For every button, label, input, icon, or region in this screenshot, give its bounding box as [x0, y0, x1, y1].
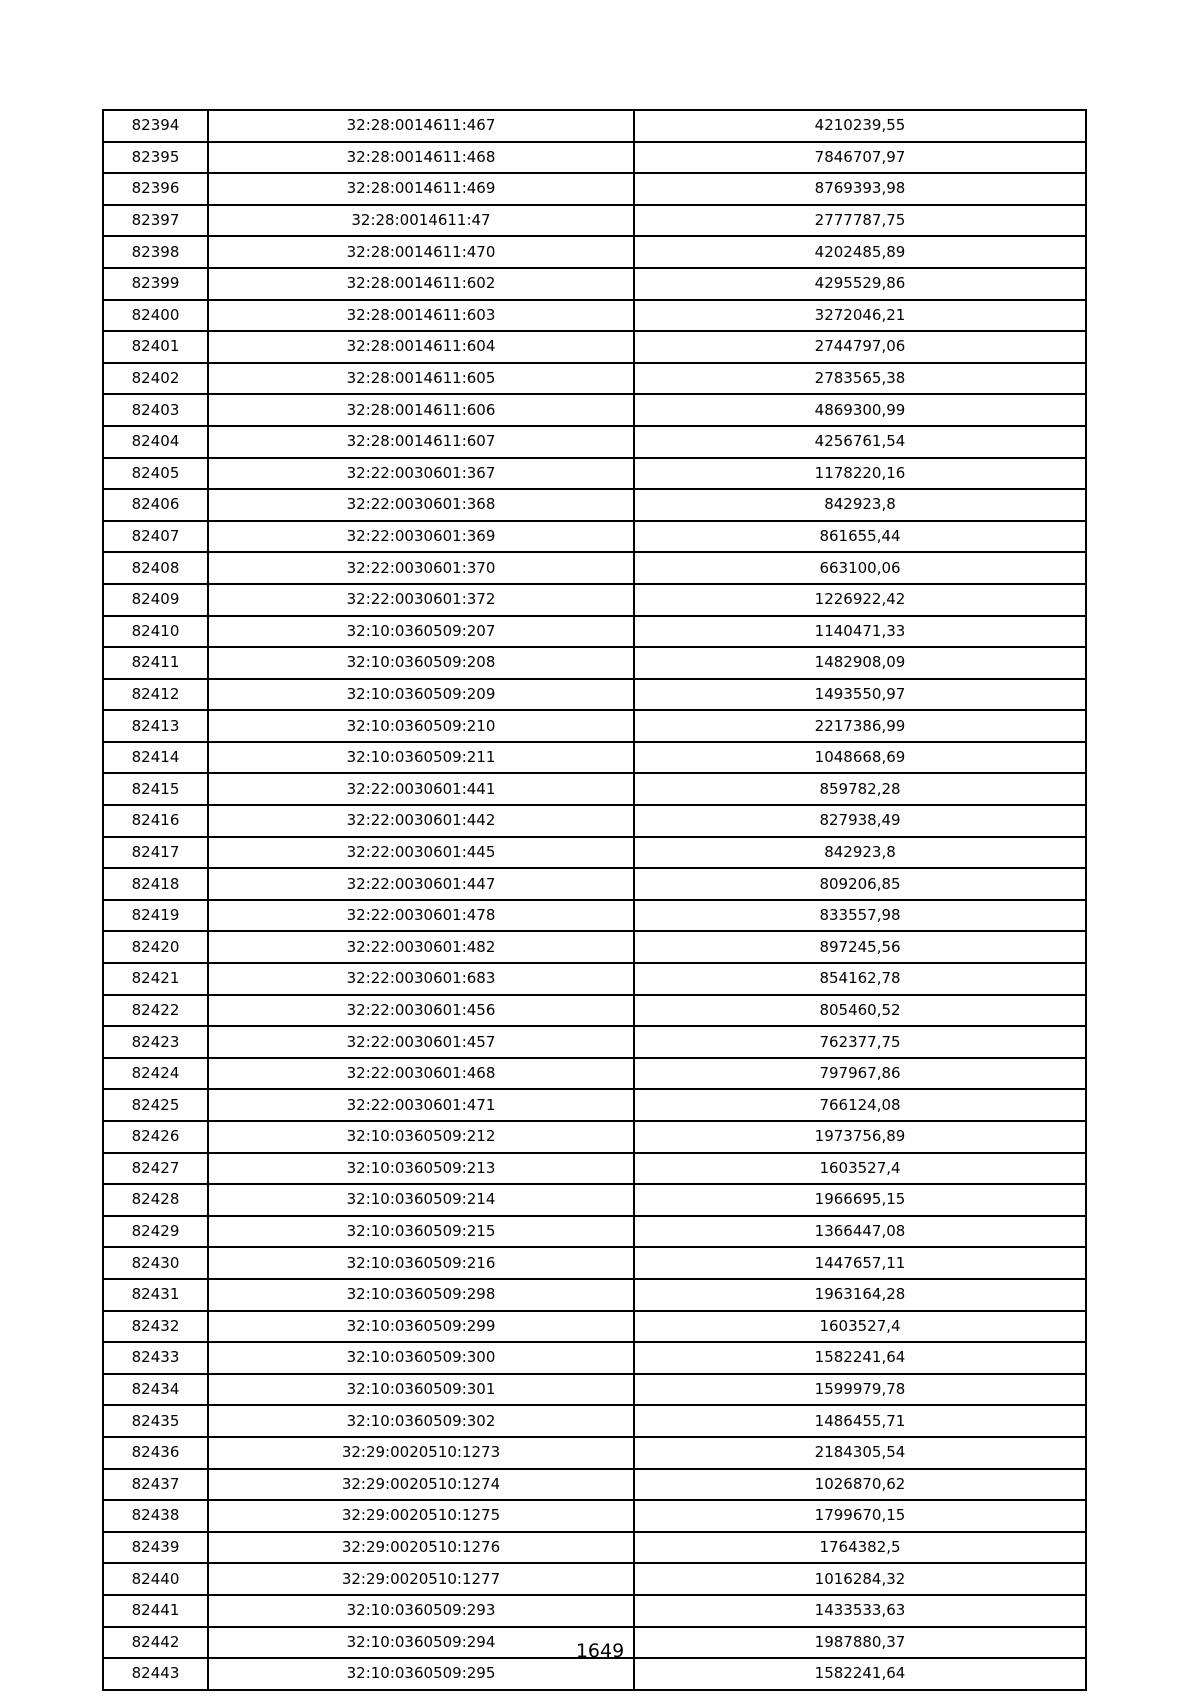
cadastral-number-cell: 32:22:0030601:457: [208, 1026, 634, 1058]
cadastral-number-cell: 32:10:0360509:207: [208, 616, 634, 648]
row-index-cell: 82428: [103, 1184, 208, 1216]
table-row: [103, 1437, 1086, 1469]
cadastral-number-cell: 32:10:0360509:298: [208, 1279, 634, 1311]
cadastral-number-cell: 32:10:0360509:294: [208, 1627, 634, 1659]
cadastral-number-cell: 32:10:0360509:293: [208, 1595, 634, 1627]
row-index-cell: 82415: [103, 773, 208, 805]
value-cell: 1582241,64: [634, 1342, 1086, 1374]
row-index-cell: 82430: [103, 1247, 208, 1279]
row-index-cell: 82421: [103, 963, 208, 995]
cadastral-number-cell: 32:22:0030601:372: [208, 584, 634, 616]
row-index-cell: 82414: [103, 742, 208, 774]
row-index-cell: 82438: [103, 1500, 208, 1532]
cadastral-number-cell: 32:22:0030601:368: [208, 489, 634, 521]
value-cell: 797967,86: [634, 1058, 1086, 1090]
value-cell: 842923,8: [634, 837, 1086, 869]
table-row: [103, 805, 1086, 837]
row-index-cell: 82396: [103, 173, 208, 205]
cadastral-number-cell: 32:10:0360509:208: [208, 647, 634, 679]
table-row: [103, 1500, 1086, 1532]
value-cell: 897245,56: [634, 931, 1086, 963]
cadastral-number-cell: 32:28:0014611:602: [208, 268, 634, 300]
table-row: [103, 236, 1086, 268]
row-index-cell: 82432: [103, 1311, 208, 1343]
value-cell: 7846707,97: [634, 142, 1086, 174]
table-row: [103, 1026, 1086, 1058]
cadastral-number-cell: 32:22:0030601:447: [208, 868, 634, 900]
table-row: [103, 647, 1086, 679]
value-cell: 854162,78: [634, 963, 1086, 995]
table-row: [103, 616, 1086, 648]
cadastral-number-cell: 32:22:0030601:478: [208, 900, 634, 932]
value-cell: 1963164,28: [634, 1279, 1086, 1311]
cadastral-number-cell: 32:28:0014611:605: [208, 363, 634, 395]
table-row: [103, 363, 1086, 395]
value-cell: 1140471,33: [634, 616, 1086, 648]
cadastral-number-cell: 32:28:0014611:604: [208, 331, 634, 363]
value-cell: 1599979,78: [634, 1374, 1086, 1406]
row-index-cell: 82411: [103, 647, 208, 679]
row-index-cell: 82416: [103, 805, 208, 837]
cadastral-number-cell: 32:28:0014611:47: [208, 205, 634, 237]
cadastral-number-cell: 32:28:0014611:470: [208, 236, 634, 268]
cadastral-number-cell: 32:22:0030601:482: [208, 931, 634, 963]
value-cell: 1987880,37: [634, 1627, 1086, 1659]
cadastral-number-cell: 32:22:0030601:442: [208, 805, 634, 837]
table-row: [103, 1279, 1086, 1311]
value-cell: 2217386,99: [634, 710, 1086, 742]
table-row: [103, 931, 1086, 963]
row-index-cell: 82422: [103, 995, 208, 1027]
value-cell: 859782,28: [634, 773, 1086, 805]
row-index-cell: 82442: [103, 1627, 208, 1659]
row-index-cell: 82413: [103, 710, 208, 742]
table-row: [103, 1153, 1086, 1185]
table-row: [103, 773, 1086, 805]
cadastral-number-cell: 32:22:0030601:445: [208, 837, 634, 869]
value-cell: 842923,8: [634, 489, 1086, 521]
table-body: [103, 110, 1086, 1690]
cadastral-number-cell: 32:10:0360509:295: [208, 1658, 634, 1690]
table-row: [103, 394, 1086, 426]
table-row: [103, 837, 1086, 869]
value-cell: 2777787,75: [634, 205, 1086, 237]
value-cell: 1226922,42: [634, 584, 1086, 616]
table-row: [103, 142, 1086, 174]
value-cell: 4210239,55: [634, 110, 1086, 142]
value-cell: 2783565,38: [634, 363, 1086, 395]
row-index-cell: 82423: [103, 1026, 208, 1058]
row-index-cell: 82429: [103, 1216, 208, 1248]
table-row: [103, 1247, 1086, 1279]
value-cell: 2744797,06: [634, 331, 1086, 363]
table-row: [103, 995, 1086, 1027]
page-number: 1649: [575, 1640, 625, 1662]
table-row: [103, 1089, 1086, 1121]
row-index-cell: 82419: [103, 900, 208, 932]
row-index-cell: 82437: [103, 1469, 208, 1501]
value-cell: 4295529,86: [634, 268, 1086, 300]
value-cell: 762377,75: [634, 1026, 1086, 1058]
row-index-cell: 82406: [103, 489, 208, 521]
table-row: [103, 710, 1086, 742]
row-index-cell: 82436: [103, 1437, 208, 1469]
cadastral-number-cell: 32:10:0360509:211: [208, 742, 634, 774]
row-index-cell: 82425: [103, 1089, 208, 1121]
value-cell: 4256761,54: [634, 426, 1086, 458]
value-cell: 1447657,11: [634, 1247, 1086, 1279]
table-row: [103, 1216, 1086, 1248]
table-row: [103, 742, 1086, 774]
cadastral-number-cell: 32:22:0030601:471: [208, 1089, 634, 1121]
cadastral-number-cell: 32:10:0360509:301: [208, 1374, 634, 1406]
table-row: [103, 521, 1086, 553]
cadastral-number-cell: 32:22:0030601:456: [208, 995, 634, 1027]
row-index-cell: 82420: [103, 931, 208, 963]
value-cell: 8769393,98: [634, 173, 1086, 205]
value-cell: 663100,06: [634, 552, 1086, 584]
table-row: [103, 426, 1086, 458]
row-index-cell: 82400: [103, 300, 208, 332]
cadastral-number-cell: 32:10:0360509:299: [208, 1311, 634, 1343]
cadastral-number-cell: 32:10:0360509:216: [208, 1247, 634, 1279]
table-row: [103, 1184, 1086, 1216]
cadastral-number-cell: 32:29:0020510:1274: [208, 1469, 634, 1501]
table-row: [103, 963, 1086, 995]
table-row: [103, 1532, 1086, 1564]
cadastral-number-cell: 32:10:0360509:212: [208, 1121, 634, 1153]
row-index-cell: 82433: [103, 1342, 208, 1374]
value-cell: 1486455,71: [634, 1405, 1086, 1437]
cadastral-number-cell: 32:28:0014611:469: [208, 173, 634, 205]
value-cell: 1764382,5: [634, 1532, 1086, 1564]
table-row: [103, 205, 1086, 237]
table-row: [103, 489, 1086, 521]
value-cell: 1016284,32: [634, 1563, 1086, 1595]
cadastral-number-cell: 32:29:0020510:1277: [208, 1563, 634, 1595]
value-cell: 4869300,99: [634, 394, 1086, 426]
table-row: [103, 868, 1086, 900]
row-index-cell: 82404: [103, 426, 208, 458]
cadastral-number-cell: 32:10:0360509:213: [208, 1153, 634, 1185]
table-row: [103, 1595, 1086, 1627]
value-cell: 1966695,15: [634, 1184, 1086, 1216]
row-index-cell: 82403: [103, 394, 208, 426]
cadastral-number-cell: 32:29:0020510:1276: [208, 1532, 634, 1564]
value-cell: 1973756,89: [634, 1121, 1086, 1153]
table-row: [103, 1311, 1086, 1343]
cadastral-number-cell: 32:22:0030601:441: [208, 773, 634, 805]
value-cell: 805460,52: [634, 995, 1086, 1027]
row-index-cell: 82424: [103, 1058, 208, 1090]
row-index-cell: 82439: [103, 1532, 208, 1564]
table-row: [103, 1374, 1086, 1406]
value-cell: 1482908,09: [634, 647, 1086, 679]
cadastral-number-cell: 32:22:0030601:367: [208, 458, 634, 490]
cadastral-number-cell: 32:22:0030601:369: [208, 521, 634, 553]
cadastral-number-cell: 32:10:0360509:302: [208, 1405, 634, 1437]
table-row: [103, 584, 1086, 616]
value-cell: 1799670,15: [634, 1500, 1086, 1532]
cadastral-number-cell: 32:10:0360509:300: [208, 1342, 634, 1374]
row-index-cell: 82401: [103, 331, 208, 363]
table-row: [103, 458, 1086, 490]
row-index-cell: 82440: [103, 1563, 208, 1595]
cadastral-number-cell: 32:29:0020510:1275: [208, 1500, 634, 1532]
value-cell: 2184305,54: [634, 1437, 1086, 1469]
cadastral-number-cell: 32:10:0360509:209: [208, 679, 634, 711]
row-index-cell: 82410: [103, 616, 208, 648]
cadastral-number-cell: 32:29:0020510:1273: [208, 1437, 634, 1469]
cadastral-number-cell: 32:28:0014611:607: [208, 426, 634, 458]
table-row: [103, 1469, 1086, 1501]
row-index-cell: 82412: [103, 679, 208, 711]
row-index-cell: 82405: [103, 458, 208, 490]
row-index-cell: 82427: [103, 1153, 208, 1185]
row-index-cell: 82426: [103, 1121, 208, 1153]
row-index-cell: 82434: [103, 1374, 208, 1406]
value-cell: 3272046,21: [634, 300, 1086, 332]
table-row: [103, 900, 1086, 932]
row-index-cell: 82443: [103, 1658, 208, 1690]
cadastral-number-cell: 32:10:0360509:210: [208, 710, 634, 742]
row-index-cell: 82394: [103, 110, 208, 142]
cadastral-number-cell: 32:10:0360509:215: [208, 1216, 634, 1248]
value-cell: 1048668,69: [634, 742, 1086, 774]
row-index-cell: 82418: [103, 868, 208, 900]
value-cell: 809206,85: [634, 868, 1086, 900]
cadastral-number-cell: 32:28:0014611:606: [208, 394, 634, 426]
row-index-cell: 82408: [103, 552, 208, 584]
row-index-cell: 82407: [103, 521, 208, 553]
table-row: [103, 1405, 1086, 1437]
value-cell: 1603527,4: [634, 1311, 1086, 1343]
value-cell: 4202485,89: [634, 236, 1086, 268]
value-cell: 861655,44: [634, 521, 1086, 553]
table-row: [103, 173, 1086, 205]
table-row: [103, 1058, 1086, 1090]
cadastral-number-cell: 32:22:0030601:370: [208, 552, 634, 584]
table-row: [103, 1121, 1086, 1153]
cadastral-number-cell: 32:22:0030601:683: [208, 963, 634, 995]
value-cell: 1433533,63: [634, 1595, 1086, 1627]
value-cell: 766124,08: [634, 1089, 1086, 1121]
table-row: [103, 110, 1086, 142]
row-index-cell: 82441: [103, 1595, 208, 1627]
cadastral-number-cell: 32:28:0014611:467: [208, 110, 634, 142]
value-cell: 1493550,97: [634, 679, 1086, 711]
row-index-cell: 82402: [103, 363, 208, 395]
row-index-cell: 82395: [103, 142, 208, 174]
data-table: [102, 109, 1087, 1691]
value-cell: 1026870,62: [634, 1469, 1086, 1501]
row-index-cell: 82435: [103, 1405, 208, 1437]
table-row: [103, 300, 1086, 332]
cadastral-number-cell: 32:22:0030601:468: [208, 1058, 634, 1090]
row-index-cell: 82409: [103, 584, 208, 616]
table-row: [103, 1563, 1086, 1595]
table-row: [103, 268, 1086, 300]
row-index-cell: 82398: [103, 236, 208, 268]
table-row: [103, 1342, 1086, 1374]
row-index-cell: 82399: [103, 268, 208, 300]
value-cell: 1582241,64: [634, 1658, 1086, 1690]
table-row: [103, 679, 1086, 711]
value-cell: 1178220,16: [634, 458, 1086, 490]
value-cell: 833557,98: [634, 900, 1086, 932]
row-index-cell: 82417: [103, 837, 208, 869]
value-cell: 1366447,08: [634, 1216, 1086, 1248]
table-row: [103, 1658, 1086, 1690]
cadastral-number-cell: 32:10:0360509:214: [208, 1184, 634, 1216]
table-row: [103, 552, 1086, 584]
row-index-cell: 82431: [103, 1279, 208, 1311]
value-cell: 827938,49: [634, 805, 1086, 837]
cadastral-number-cell: 32:28:0014611:468: [208, 142, 634, 174]
row-index-cell: 82397: [103, 205, 208, 237]
table-row: [103, 331, 1086, 363]
value-cell: 1603527,4: [634, 1153, 1086, 1185]
cadastral-number-cell: 32:28:0014611:603: [208, 300, 634, 332]
